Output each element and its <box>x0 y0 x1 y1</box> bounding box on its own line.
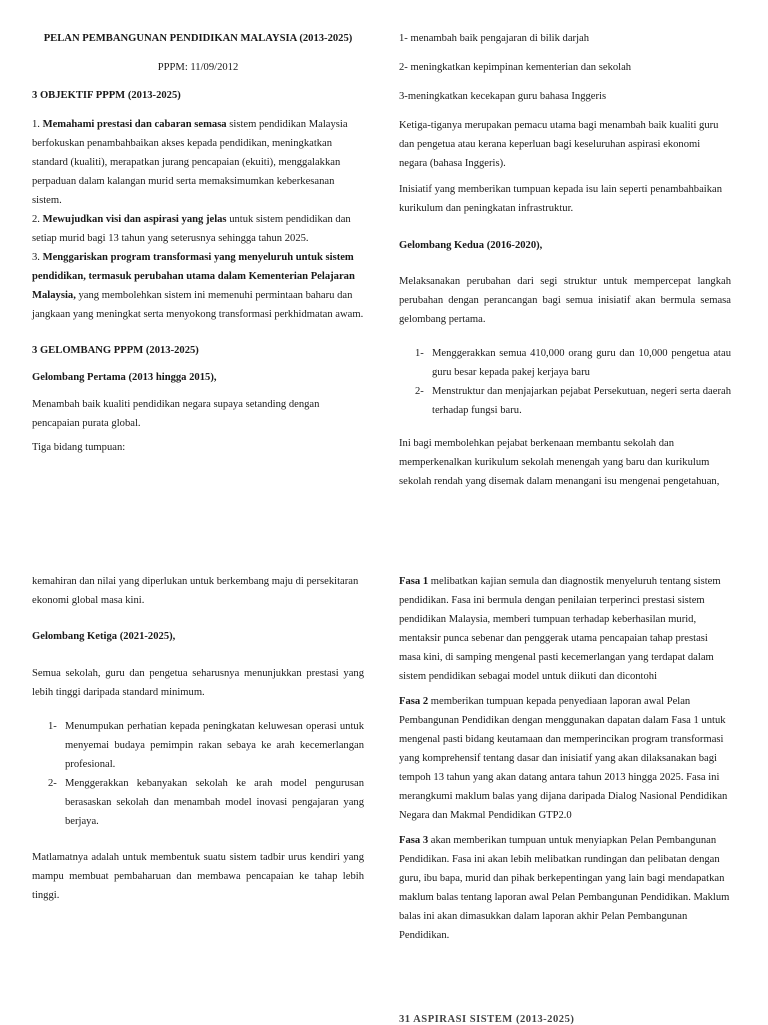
list-item <box>399 344 731 382</box>
list-item <box>399 382 731 420</box>
objective-1-text: sistem pendidikan Malaysia berfokuskan penambahbaikan akses kepada pendidikan, meningkatkan standard (kualiti), merapatkan jurang pencapaian (ekuiti), menggalakkan perpaduan dalam kalangan murid serta memaksimumkan keberkesanan sistem. <box>32 119 348 206</box>
objective-2-text: untuk sistem pendidikan dan setiap murid bagi 13 tahun yang seterusnya sehingga tahun 2025. <box>32 214 351 244</box>
wave-2-text: Melaksanakan perubahan dari segi struktur untuk mempercepat langkah perubahan dengan perancangan bagi semua inisiatif akan bermula semasa gelombang pertama. <box>399 276 731 325</box>
objectives-heading: 3 OBJEKTIF PPPM (2013-2025) <box>32 90 181 101</box>
initiatives-paragraph: Inisiatif yang memberikan tumpuan kepada isu lain seperti penambahbaikan kurikulum dan peningkatan infrastruktur. <box>399 184 723 214</box>
objective-1-title: Memahami prestasi dan cabaran semasa <box>42 119 227 130</box>
phase-3-text: akan memberikan tumpuan untuk menyiapkan Pelan Pembangunan Pendidikan. Fasa ini akan lebih melibatkan rundingan dan pelibatan dengan guru, ibu bapa, murid dan pihak berkepentingan yang lain bagi mendapatkan maklum balas tentang laporan awal Pelan Pembangunan Pendidikan. Maklum balas ini akan dimasukkan dalam laporan akhir Pelan Pembangunan Pendidikan. <box>399 835 730 941</box>
phase-2-label: Fasa 2 <box>399 696 429 707</box>
objective-2-number: 2. <box>32 214 43 225</box>
phase-1-text: melibatkan kajian semula dan diagnostik menyeluruh tentang sistem pendidikan. Fasa ini bermula dengan penilaian terperinci prestasi sistem pendidikan Malaysia, memberi tumpuan terhadap keberhasilan murid, mentaksir punca sebenar dan penggerak utama pencapaian tahap prestasi masa kini, di samping mengenal pasti kecemerlangan yang terdapat dalam sistem pendidikan sebagai model untuk diikuti dan dicontohi <box>399 576 721 682</box>
phase-2-paragraph <box>399 692 731 825</box>
wave-3-heading: Gelombang Ketiga (2021-2025), <box>32 631 176 642</box>
pppm-date: PPPM: 11/09/2012 <box>157 62 239 73</box>
list-item-number: 1- <box>48 721 57 732</box>
right-top-column <box>399 29 731 491</box>
goal-paragraph: Matlamatnya adalah untuk membentuk suatu sistem tadbir urus kendiri yang mampu membuat pembaharuan dan membawa pencapaian ke tahap lebih tinggi. <box>32 852 364 901</box>
continued-text: kemahiran dan nilai yang diperlukan untuk berkembang maju di persekitaran ekonomi global masa kini. <box>32 576 359 606</box>
list-item-text: Menumpukan perhatian kepada peningkatan keluwesan operasi untuk menyemai budaya pemimpin rakan sebaya ke arah kecemerlangan profesional. <box>65 721 364 770</box>
right-bottom-column <box>399 572 731 945</box>
wave-2-heading: Gelombang Kedua (2016-2020), <box>399 240 543 251</box>
list-item-text: Menggerakkan semua 410,000 orang guru dan 10,000 pengetua atau guru besar kepada pakej kerjaya baru <box>432 348 731 378</box>
next-section-heading-cutoff: 31 ASPIRASI SISTEM (2013-2025) <box>399 1014 575 1025</box>
wave-3-text: Semua sekolah, guru dan pengetua seharusnya menunjukkan prestasi yang lebih tinggi daripada standard minimum. <box>32 668 364 698</box>
phase-2-text: memberikan tumpuan kepada penyediaan laporan awal Pelan Pembangunan Pendidikan dengan menggunakan dapatan dalam Fasa 1 untuk mengenal pasti bidang keutamaan dan memperincikan program transformasi yang komprehensif tentang dasar dan inisiatif yang akan dilaksanakan bagi tempoh 13 tahun yang akan datang antara tahun 2013 hingga 2025. Fasa ini merangkumi maklum balas yang dijana daripada Dialog Nasional Pendidikan Negara dan Makmal Pendidikan GTP2.0 <box>399 696 728 821</box>
objective-3 <box>32 248 364 324</box>
wave-2-outcome-paragraph: Ini bagi membolehkan pejabat berkenaan membantu sekolah dan memperkenalkan kurikulum sekolah menengah yang baru dan kurikulum sekolah rendah yang disemak dalam menangani isu mengenai pengetahuan, <box>399 438 720 487</box>
objective-3-number: 3. <box>32 252 43 263</box>
wave-3-list <box>32 717 364 831</box>
list-item-text: Menggerakkan kebanyakan sekolah ke arah model pengurusan berasaskan sekolah dan menambah model inovasi pengajaran yang berjaya. <box>65 778 364 827</box>
list-item-text: Menstruktur dan menjajarkan pejabat Persekutuan, negeri serta daerah terhadap fungsi baru. <box>432 386 731 416</box>
objective-1 <box>32 115 364 210</box>
focus-areas-label: Tiga bidang tumpuan: <box>32 442 126 453</box>
phase-3-paragraph <box>399 831 731 945</box>
list-item-number: 1- <box>415 348 424 359</box>
objective-3-text: yang membolehkan sistem ini memenuhi permintaan baharu dan jangkaan yang meningkat serta menyokong transformasi perkhidmatan awam. <box>32 290 364 320</box>
list-item <box>32 717 364 774</box>
objective-1-number: 1. <box>32 119 43 130</box>
drivers-paragraph: Ketiga-tiganya merupakan pemacu utama bagi menambah baik kualiti guru dan pengetua atau kerana keperluan bagi keseluruhan aspirasi ekonomi negara (bahasa Inggeris). <box>399 120 719 169</box>
focus-item-2: 2- meningkatkan kepimpinan kementerian dan sekolah <box>399 62 632 73</box>
waves-heading: 3 GELOMBANG PPPM (2013-2025) <box>32 345 199 356</box>
left-bottom-column <box>32 572 364 905</box>
wave-2-list <box>399 344 731 420</box>
left-top-column <box>32 29 364 457</box>
wave-1-heading: Gelombang Pertama (2013 hingga 2015), <box>32 372 217 383</box>
list-item-number: 2- <box>415 386 424 397</box>
wave-1-text: Menambah baik kualiti pendidikan negara supaya setanding dengan pencapaian purata global. <box>32 399 320 429</box>
document-title: PELAN PEMBANGUNAN PENDIDIKAN MALAYSIA (2013-2025) <box>43 33 353 44</box>
phase-1-paragraph <box>399 572 731 686</box>
focus-item-3: 3-meningkatkan kecekapan guru bahasa Inggeris <box>399 91 607 102</box>
focus-item-1: 1- menambah baik pengajaran di bilik darjah <box>399 33 590 44</box>
objective-3-title: Menggariskan program transformasi yang menyeluruh untuk sistem pendidikan, termasuk perubahan utama dalam Kementerian Pelajaran Malaysia, <box>32 252 355 301</box>
objective-2 <box>32 210 364 248</box>
list-item <box>32 774 364 831</box>
phase-3-label: Fasa 3 <box>399 835 429 846</box>
objective-2-title: Mewujudkan visi dan aspirasi yang jelas <box>42 214 227 225</box>
list-item-number: 2- <box>48 778 57 789</box>
phase-1-label: Fasa 1 <box>399 576 429 587</box>
